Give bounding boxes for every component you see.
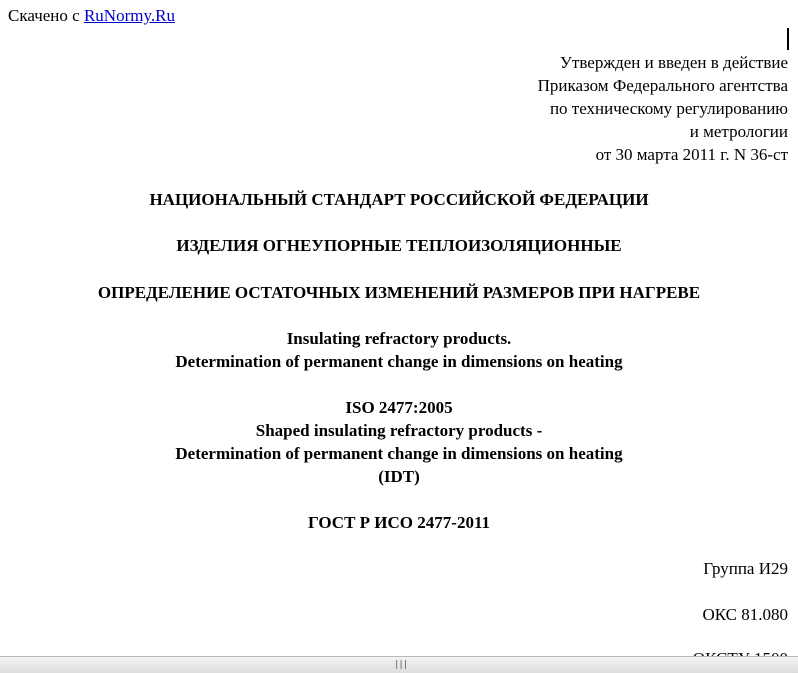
idt-label: (IDT): [378, 467, 420, 486]
grip-lines-icon[interactable]: |||: [394, 660, 408, 670]
group-code: Группа И29: [703, 559, 788, 578]
source-prefix: Скачено с: [8, 6, 80, 25]
source-link[interactable]: RuNormy.Ru: [83, 6, 175, 25]
approval-line: и метрологии: [689, 122, 788, 141]
method-title: ОПРЕДЕЛЕНИЕ ОСТАТОЧНЫХ ИЗМЕНЕНИЙ РАЗМЕРОВ ПРИ НАГРЕВЕ: [97, 283, 701, 302]
horizontal-scrollbar[interactable]: [0, 656, 798, 673]
text-cursor: [787, 28, 789, 50]
approval-line: от 30 марта 2011 г. N 36-ст: [595, 145, 788, 164]
approval-line: по техническому регулированию: [549, 99, 788, 118]
source-line: [8, 6, 175, 26]
products-title: ИЗДЕЛИЯ ОГНЕУПОРНЫЕ ТЕПЛОИЗОЛЯЦИОННЫЕ: [176, 236, 622, 255]
approval-line: Утвержден и введен в действие: [559, 53, 788, 72]
oks-code: ОКС 81.080: [702, 605, 788, 624]
iso-code: ISO 2477:2005: [345, 398, 453, 417]
gost-designation: ГОСТ Р ИСО 2477-2011: [307, 513, 491, 532]
iso-title-line-2: Determination of permanent change in dimensions on heating: [175, 444, 623, 463]
approval-line: Приказом Федерального агентства: [537, 76, 788, 95]
english-title-line-1: Insulating refractory products.: [286, 329, 512, 348]
english-title-line-2: Determination of permanent change in dimensions on heating: [175, 352, 623, 371]
iso-title-line-1: Shaped insulating refractory products -: [255, 421, 543, 440]
national-standard-title: НАЦИОНАЛЬНЫЙ СТАНДАРТ РОССИЙСКОЙ ФЕДЕРАЦИИ: [149, 190, 649, 209]
approval-block: [538, 51, 788, 166]
